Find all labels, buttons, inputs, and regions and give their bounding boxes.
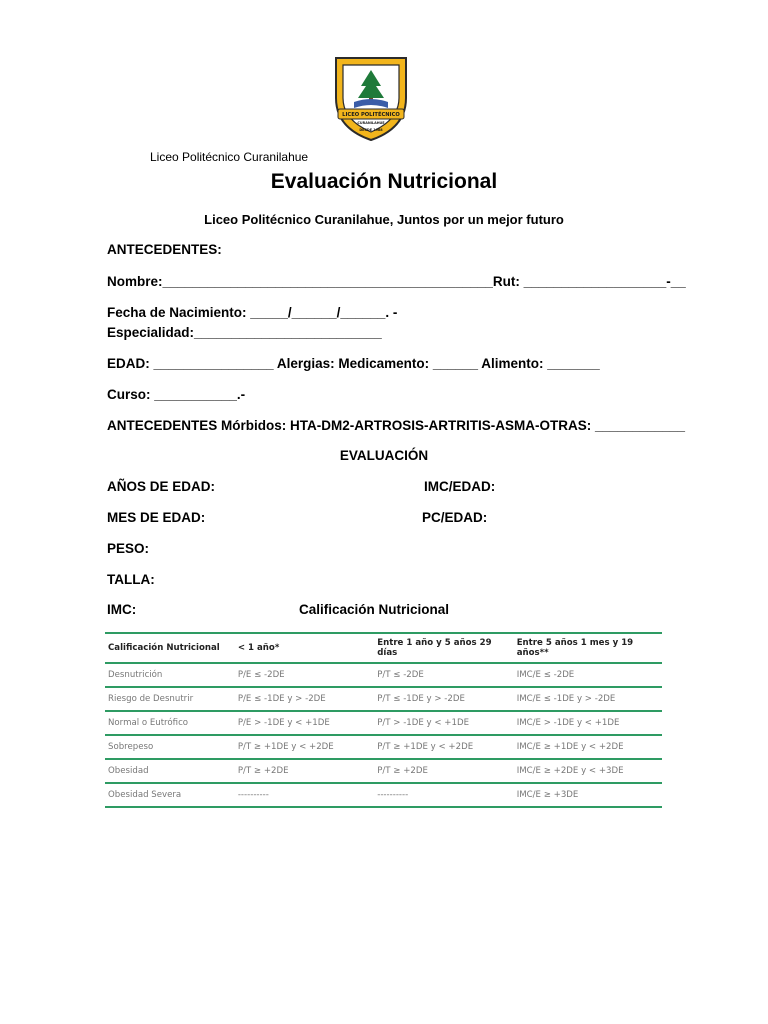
- nombre-rut-field[interactable]: Nombre:____________________________________________Rut: ___________________-__: [107, 274, 686, 289]
- fecha-nacimiento-field[interactable]: Fecha de Nacimiento: _____/______/______. -: [107, 305, 398, 320]
- table-cell: Riesgo de Desnutrir: [105, 687, 235, 711]
- curso-field[interactable]: Curso: ___________.-: [107, 387, 246, 402]
- table-cell: IMC/E ≥ +2DE y < +3DE: [514, 759, 662, 783]
- antecedentes-heading: ANTECEDENTES:: [107, 242, 222, 257]
- edad-alergias-field[interactable]: EDAD: ________________ Alergias: Medicamento: ______ Alimento: _______: [107, 356, 600, 371]
- page-title: Evaluación Nutricional: [270, 170, 498, 193]
- table-cell: P/T ≤ -2DE: [374, 663, 513, 687]
- table-row: [105, 759, 662, 783]
- table-cell: Obesidad Severa: [105, 783, 235, 807]
- calificacion-heading: Calificación Nutricional: [299, 602, 450, 617]
- table-cell: P/T ≤ -1DE y > -2DE: [374, 687, 513, 711]
- table-row: [105, 711, 662, 735]
- table-cell: P/T ≥ +2DE: [235, 759, 374, 783]
- table-cell: Sobrepeso: [105, 735, 235, 759]
- mes-edad-label: MES DE EDAD:: [107, 510, 206, 525]
- logo-subtext: CURANILAHUE: [357, 121, 385, 125]
- table-row: [105, 663, 662, 687]
- table-cell: ----------: [235, 783, 374, 807]
- imc-label: IMC:: [107, 602, 137, 617]
- especialidad-field[interactable]: Especialidad:_________________________: [107, 325, 382, 340]
- logo-year: DESDE 1988: [359, 128, 383, 132]
- table-cell: P/T > -1DE y < +1DE: [374, 711, 513, 735]
- table-cell: IMC/E ≥ +3DE: [514, 783, 662, 807]
- table-cell: Obesidad: [105, 759, 235, 783]
- school-name: Liceo Politécnico Curanilahue: [150, 150, 309, 164]
- table-header: < 1 año*: [235, 633, 374, 663]
- peso-label: PESO:: [107, 541, 150, 556]
- table-cell: P/E ≤ -2DE: [235, 663, 374, 687]
- table-cell: IMC/E ≤ -1DE y > -2DE: [514, 687, 662, 711]
- table-cell: ----------: [374, 783, 513, 807]
- page-subtitle: Liceo Politécnico Curanilahue, Juntos por un mejor futuro: [204, 212, 564, 227]
- logo-text: LICEO POLITÉCNICO: [342, 112, 400, 118]
- table-row: [105, 783, 662, 807]
- table-header-row: [105, 633, 662, 663]
- table-cell: P/T ≥ +1DE y < +2DE: [235, 735, 374, 759]
- table-cell: Normal o Eutrófico: [105, 711, 235, 735]
- table-cell: P/E > -1DE y < +1DE: [235, 711, 374, 735]
- table-cell: IMC/E > -1DE y < +1DE: [514, 711, 662, 735]
- table-cell: P/T ≥ +2DE: [374, 759, 513, 783]
- table-row: [105, 735, 662, 759]
- evaluacion-heading: EVALUACIÓN: [339, 448, 429, 463]
- table-cell: P/E ≤ -1DE y > -2DE: [235, 687, 374, 711]
- talla-label: TALLA:: [107, 572, 155, 587]
- table-row: [105, 687, 662, 711]
- table-header: Calificación Nutricional: [105, 633, 235, 663]
- table-header: Entre 5 años 1 mes y 19 años**: [514, 633, 662, 663]
- table-header: Entre 1 año y 5 años 29 días: [374, 633, 513, 663]
- table-cell: IMC/E ≥ +1DE y < +2DE: [514, 735, 662, 759]
- table-cell: IMC/E ≤ -2DE: [514, 663, 662, 687]
- table-cell: P/T ≥ +1DE y < +2DE: [374, 735, 513, 759]
- school-logo: [330, 52, 412, 144]
- antecedentes-morbidos-field[interactable]: ANTECEDENTES Mórbidos: HTA-DM2-ARTROSIS-ARTRITIS-ASMA-OTRAS: ____________: [107, 418, 686, 433]
- nutrition-classification-table: [105, 632, 662, 808]
- anos-edad-label: AÑOS DE EDAD:: [107, 479, 216, 494]
- table-cell: Desnutrición: [105, 663, 235, 687]
- pc-edad-label: PC/EDAD:: [422, 510, 488, 525]
- imc-edad-label: IMC/EDAD:: [424, 479, 496, 494]
